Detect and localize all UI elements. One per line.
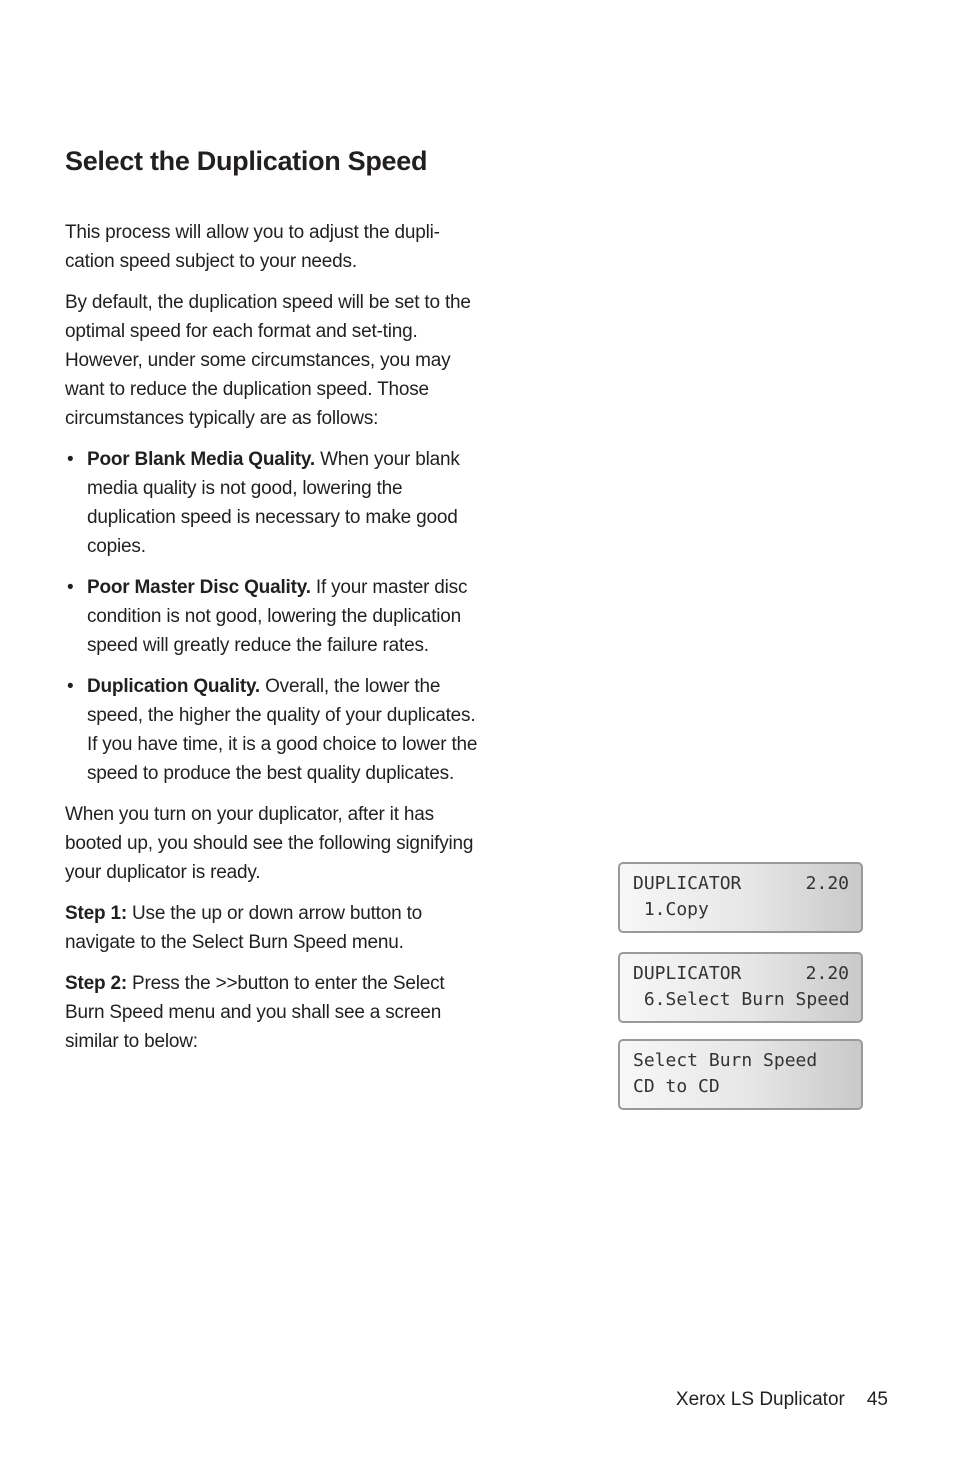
circumstances-list	[65, 445, 485, 788]
bullet-icon: •	[67, 676, 74, 697]
list-item	[65, 573, 485, 660]
lcd-line-1	[620, 871, 861, 897]
intro-paragraph-1: This process will allow you to adjust the dupli-cation speed subject to your needs.	[65, 222, 440, 272]
list-item-term: Poor Blank Media Quality.	[87, 449, 315, 470]
list-item-text: Overall, the lower the speed, the higher the quality of your duplicates. If you have time, it is a good choice to lower the speed to produce the best quality duplicates.	[87, 676, 478, 784]
lcd-line-2: 6.Select Burn Speed	[633, 989, 850, 1010]
list-item-term: Duplication Quality.	[87, 676, 260, 697]
lcd-screen-ready	[618, 862, 863, 933]
list-item-text: If your master disc condition is not good, lowering the duplication speed will greatly reduce the failure rates.	[87, 577, 468, 656]
page-footer	[676, 1389, 888, 1411]
step-1-label: Step 1:	[65, 903, 127, 924]
lcd-version: 2.20	[805, 873, 849, 894]
boot-paragraph: When you turn on your duplicator, after it has booted up, you should see the following signifying your duplicator is ready.	[65, 804, 474, 883]
list-item-text: When your blank media quality is not good, lowering the duplication speed is necessary to make good copies.	[87, 449, 460, 557]
lcd-text: DUPLICATOR	[633, 873, 742, 894]
lcd-line-1	[620, 961, 861, 987]
body-text	[65, 218, 485, 1068]
step-1	[65, 899, 485, 957]
step-2	[65, 969, 485, 1056]
page-title: Select the Duplication Speed	[65, 146, 428, 176]
bullet-icon: •	[67, 449, 74, 470]
lcd-screen-burn-speed	[618, 1039, 863, 1110]
lcd-line-1: Select Burn Speed	[633, 1050, 818, 1071]
lcd-line-2: 1.Copy	[633, 899, 709, 920]
step-2-label: Step 2:	[65, 973, 127, 994]
step-2-text: Press the >>button to enter the Select Burn Speed menu and you shall see a screen similar to below:	[65, 973, 445, 1052]
step-1-text: Use the up or down arrow button to navigate to the Select Burn Speed menu.	[65, 903, 423, 953]
lcd-version: 2.20	[805, 963, 849, 984]
bullet-icon: •	[67, 577, 74, 598]
lcd-screen-menu	[618, 952, 863, 1023]
list-item	[65, 672, 485, 788]
list-item	[65, 445, 485, 561]
lcd-text: DUPLICATOR	[633, 963, 742, 984]
list-item-term: Poor Master Disc Quality.	[87, 577, 311, 598]
intro-paragraph-2: By default, the duplication speed will be set to the optimal speed for each format and set-ting. However, under some circumstances, you may want to reduce the duplication speed. Those circumstances typically are as follows:	[65, 292, 471, 429]
page-number: 45	[866, 1389, 888, 1410]
footer-product: Xerox LS Duplicator	[675, 1389, 845, 1410]
lcd-line-2: CD to CD	[633, 1076, 720, 1097]
